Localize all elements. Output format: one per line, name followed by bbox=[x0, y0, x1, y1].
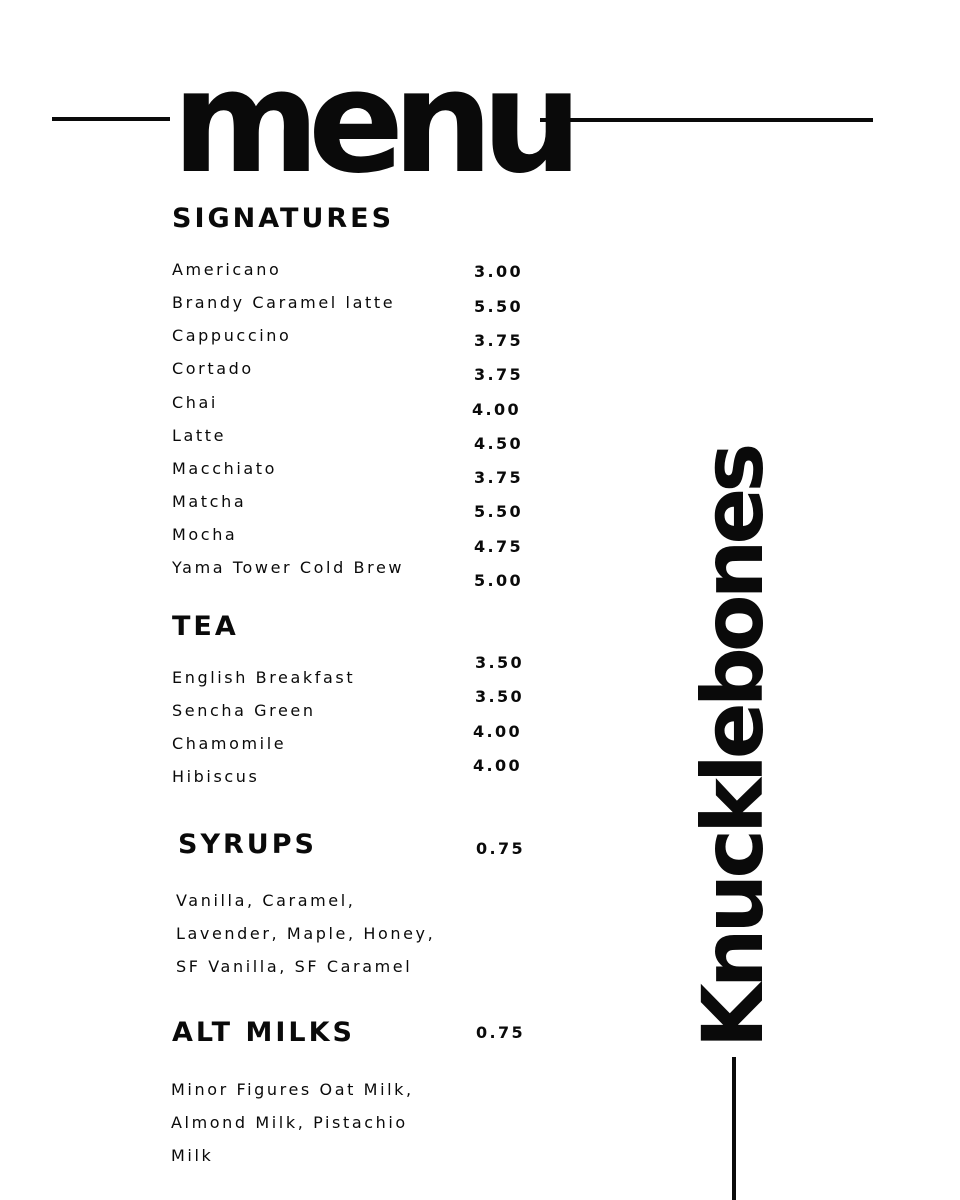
menu-item-price: 4.00 bbox=[473, 756, 523, 775]
menu-item-name: Latte bbox=[172, 426, 227, 445]
menu-item-name: Chai bbox=[172, 393, 218, 412]
tea-heading: TEA bbox=[172, 611, 239, 642]
menu-item-name: Brandy Caramel latte bbox=[172, 293, 396, 312]
menu-item-price: 3.75 bbox=[474, 365, 524, 384]
menu-item-name: Sencha Green bbox=[172, 701, 316, 720]
menu-item-price: 3.50 bbox=[475, 653, 525, 672]
menu-item-name: Macchiato bbox=[172, 459, 278, 478]
menu-item-name: Chamomile bbox=[172, 734, 287, 753]
syrups-description bbox=[176, 884, 435, 983]
menu-item-price: 4.00 bbox=[473, 722, 523, 741]
menu-item-price: 3.00 bbox=[474, 262, 524, 281]
alt-milks-line: Minor Figures Oat Milk, bbox=[171, 1080, 414, 1099]
syrups-line: SF Vanilla, SF Caramel bbox=[176, 957, 413, 976]
title-rule-right bbox=[540, 118, 873, 122]
menu-item-price: 4.50 bbox=[474, 434, 524, 453]
menu-item-price: 3.50 bbox=[475, 687, 525, 706]
menu-item-price: 5.00 bbox=[474, 571, 524, 590]
menu-item-price: 5.50 bbox=[474, 297, 524, 316]
menu-item-name: Matcha bbox=[172, 492, 247, 511]
title-rule-left bbox=[52, 117, 170, 121]
alt-milks-heading: ALT MILKS bbox=[172, 1017, 355, 1048]
syrups-price: 0.75 bbox=[476, 839, 526, 858]
menu-item-name: Yama Tower Cold Brew bbox=[172, 558, 405, 577]
menu-item-name: Mocha bbox=[172, 525, 238, 544]
syrups-line: Lavender, Maple, Honey, bbox=[176, 924, 436, 943]
brand-name: Knucklebones bbox=[684, 447, 782, 1049]
syrups-line: Vanilla, Caramel, bbox=[176, 891, 356, 910]
alt-milks-description bbox=[171, 1073, 414, 1172]
menu-item-price: 4.75 bbox=[474, 537, 524, 556]
menu-title: menu bbox=[172, 40, 571, 205]
alt-milks-price: 0.75 bbox=[476, 1023, 526, 1042]
menu-item-price: 3.75 bbox=[474, 468, 524, 487]
menu-item-price: 4.00 bbox=[472, 400, 522, 419]
alt-milks-line: Almond Milk, Pistachio bbox=[171, 1113, 408, 1132]
menu-item-name: English Breakfast bbox=[172, 668, 356, 687]
brand-rule-vertical bbox=[732, 1057, 736, 1200]
signatures-heading: SIGNATURES bbox=[172, 203, 395, 234]
menu-item-price: 3.75 bbox=[474, 331, 524, 350]
menu-item-price: 5.50 bbox=[474, 502, 524, 521]
menu-item-name: Cortado bbox=[172, 359, 254, 378]
syrups-heading: SYRUPS bbox=[178, 829, 317, 860]
menu-item-name: Americano bbox=[172, 260, 282, 279]
menu-item-name: Cappuccino bbox=[172, 326, 292, 345]
alt-milks-line: Milk bbox=[171, 1146, 214, 1165]
menu-item-name: Hibiscus bbox=[172, 767, 260, 786]
